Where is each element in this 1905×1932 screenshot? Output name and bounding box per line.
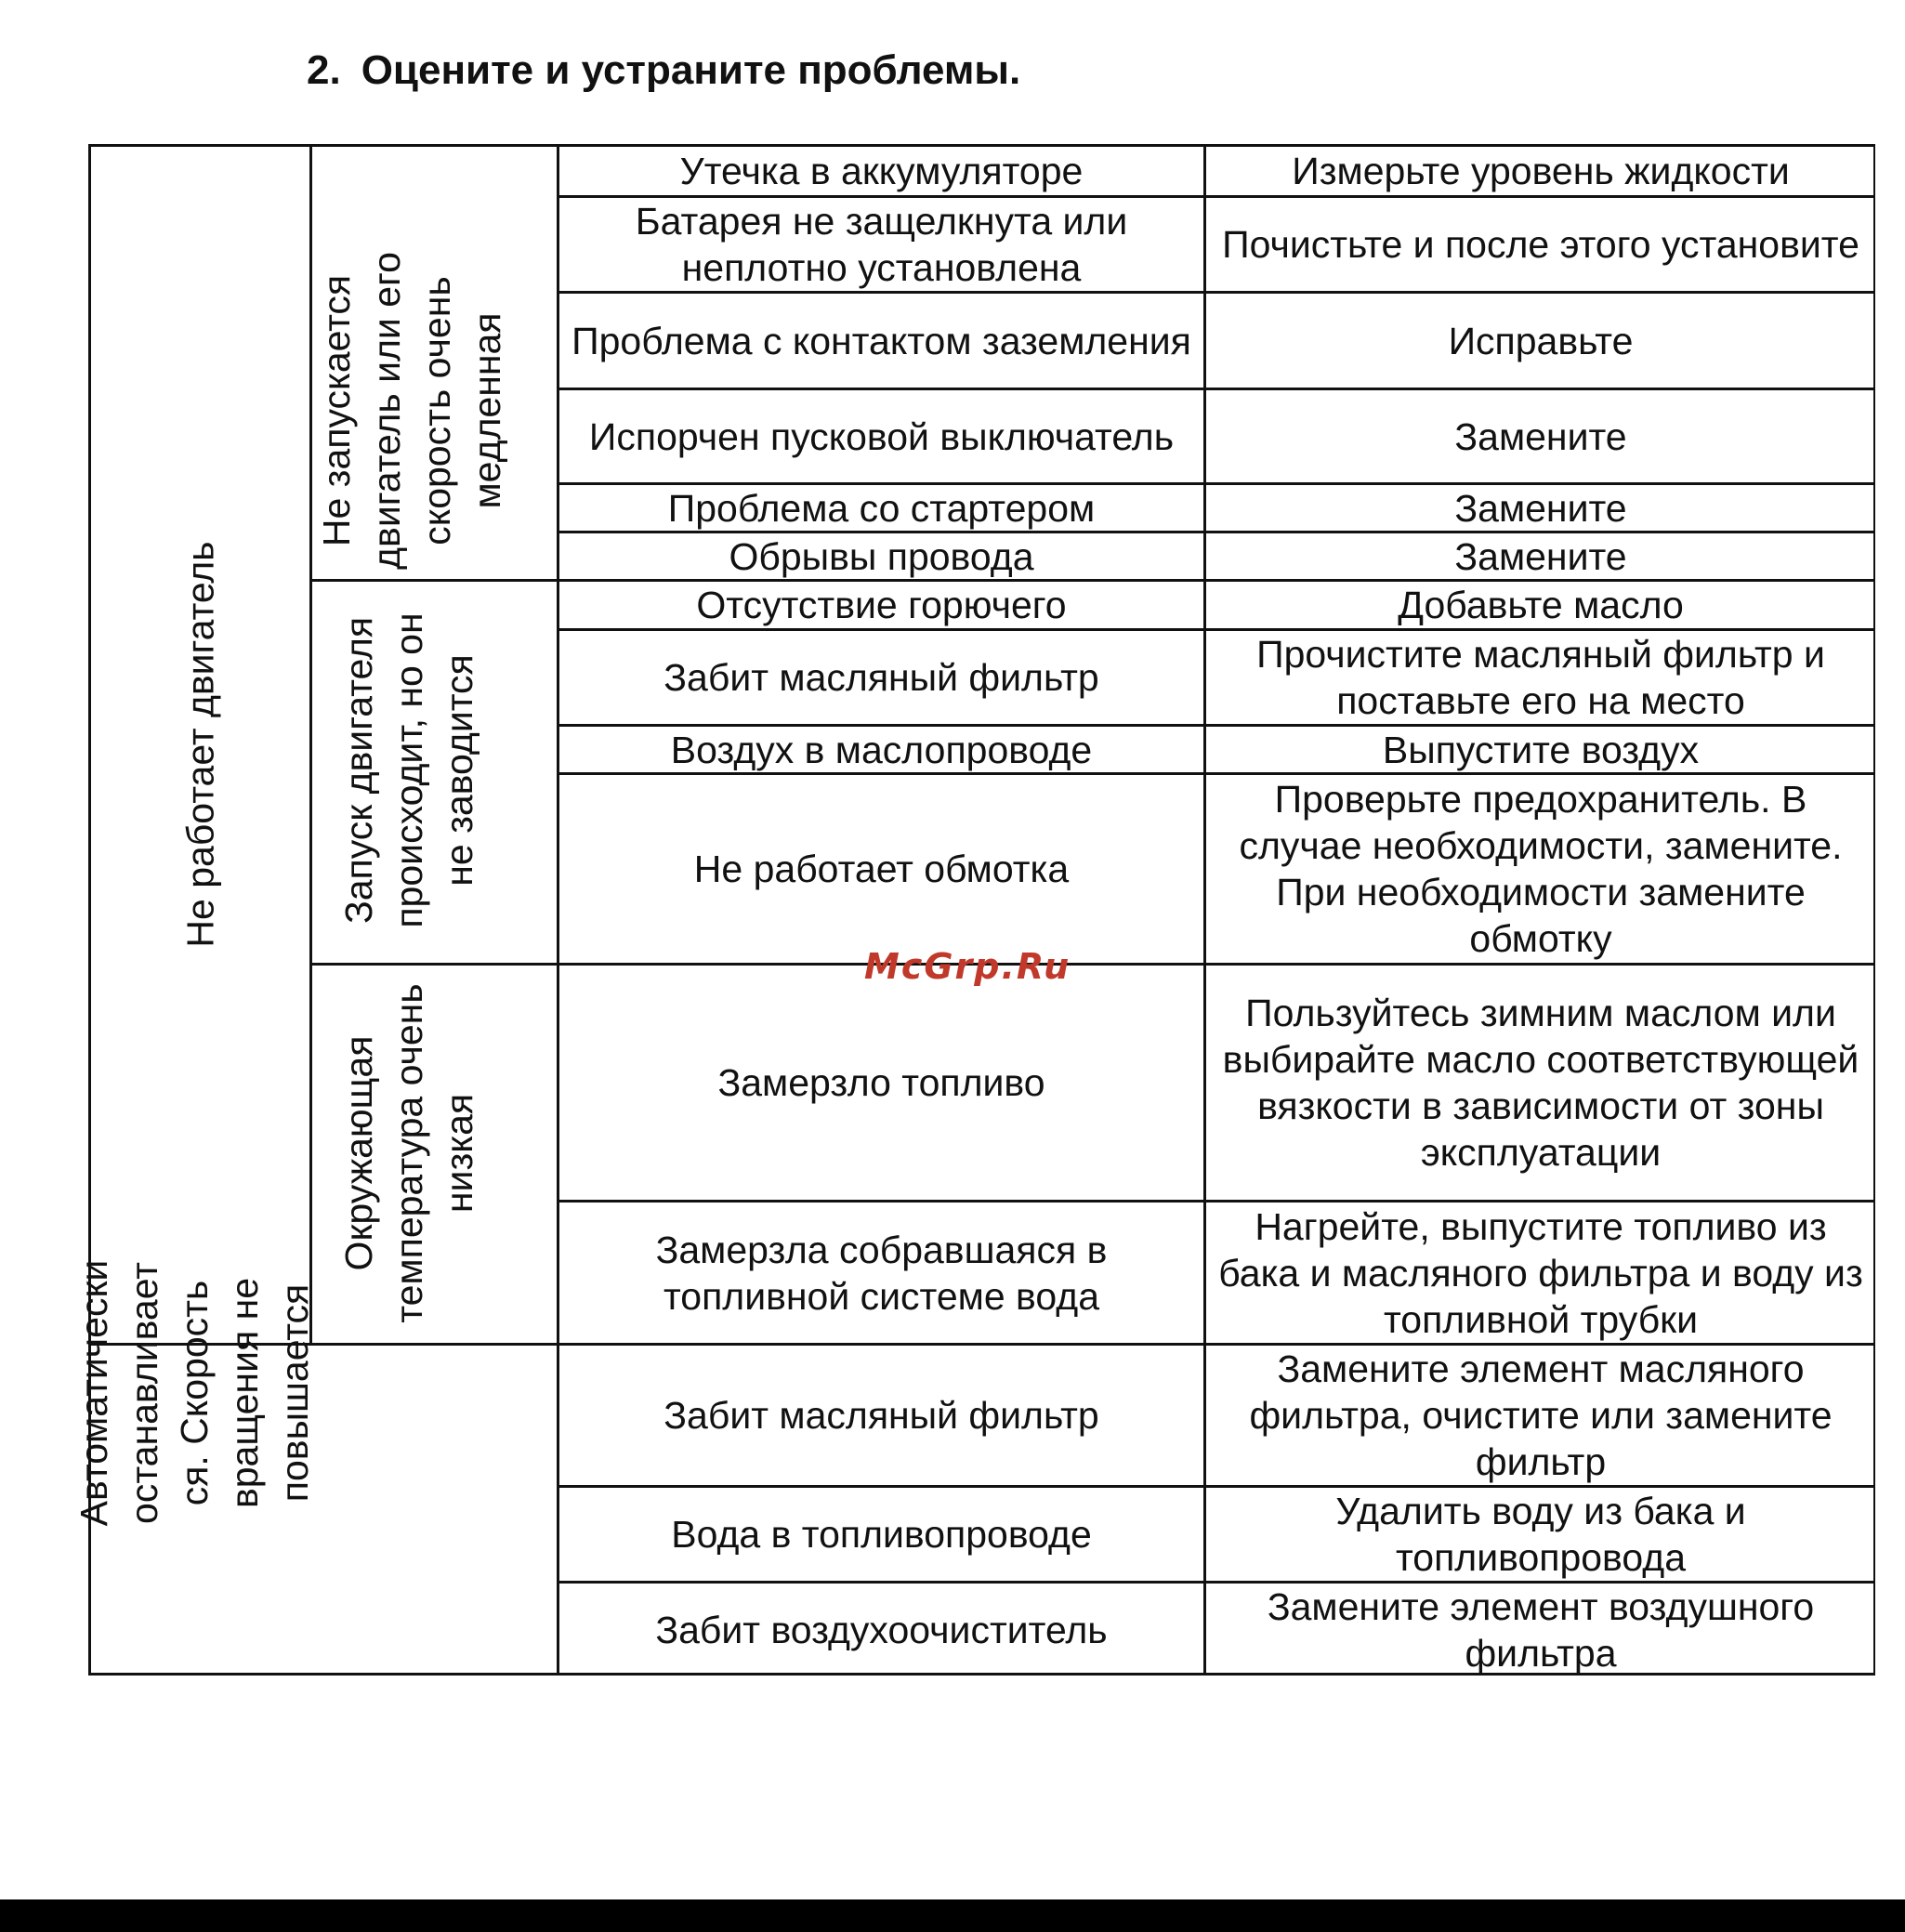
group-label: Не работает двигатель xyxy=(178,541,222,948)
remedy-cell: Замените xyxy=(1454,486,1627,530)
subgroup-label: Запуск двигателя происходит, но он не заводится xyxy=(337,612,480,928)
remedy-cell: Проверьте предохранитель. В случае необходимости, замените. При необходимости замените обмотку xyxy=(1239,778,1843,960)
page-heading xyxy=(307,45,1020,97)
cause-cell: Обрывы провода xyxy=(729,534,1034,578)
remedy-cell: Замените xyxy=(1454,414,1627,458)
remedy-cell: Замените xyxy=(1454,534,1627,578)
remedy-cell: Замените элемент масляного фильтра, очистите или замените фильтр xyxy=(1249,1347,1833,1483)
page-bottom-edge xyxy=(0,1899,1905,1932)
remedy-cell: Измерьте уровень жидкости xyxy=(1292,150,1790,192)
cause-cell: Воздух в маслопроводе xyxy=(670,728,1093,771)
subgroup-label: Не запускается двигатель или его скорость очень медленная xyxy=(315,252,508,570)
cause-cell: Вода в топливопроводе xyxy=(671,1513,1092,1556)
remedy-cell: Добавьте масло xyxy=(1398,584,1684,626)
cause-cell: Замерзла собравшаяся в топливной системе вода xyxy=(655,1228,1108,1318)
remedy-cell: Почистьте и после этого установите xyxy=(1222,223,1859,266)
remedy-cell: Замените элемент воздушного фильтра xyxy=(1267,1584,1815,1675)
cause-cell: Проблема с контактом заземления xyxy=(572,319,1191,362)
cause-cell: Замерзло топливо xyxy=(717,1061,1045,1104)
group-label: Автоматически останавливает ся. Скорость вращения не повышается xyxy=(72,1259,316,1527)
cause-cell: Испорчен пусковой выключатель xyxy=(588,414,1175,458)
remedy-cell: Удалить воду из бака и топливопровода xyxy=(1335,1490,1746,1579)
watermark: McGrp.Ru xyxy=(864,946,1071,987)
remedy-cell: Выпустите воздух xyxy=(1382,728,1700,771)
cause-cell: Батарея не защелкнута или неплотно установлена xyxy=(635,200,1128,289)
heading-text: Оцените и устраните проблемы. xyxy=(361,47,1021,93)
cause-cell: Не работает обмотка xyxy=(693,848,1070,890)
cause-cell: Забит масляный фильтр xyxy=(663,656,1099,699)
remedy-cell: Пользуйтесь зимним маслом или выбирайте масло соответствующей вязкости в зависимости от зоны эксплуатации xyxy=(1222,992,1859,1174)
cause-cell: Проблема со стартером xyxy=(667,486,1096,530)
subgroup-label: Окружающая температура очень низкая xyxy=(337,983,480,1323)
cause-cell: Утечка в аккумуляторе xyxy=(679,150,1084,192)
cause-cell: Отсутствие горючего xyxy=(696,584,1067,626)
remedy-cell: Нагрейте, выпустите топливо из бака и масляного фильтра и воду из топливной трубки xyxy=(1218,1204,1863,1341)
remedy-cell: Исправьте xyxy=(1448,319,1634,362)
troubleshooting-table xyxy=(72,144,1875,1676)
cause-cell: Забит воздухоочиститель xyxy=(655,1608,1108,1651)
heading-number: 2. xyxy=(307,47,341,93)
remedy-cell: Прочистите масляный фильтр и поставьте его на место xyxy=(1256,633,1825,722)
cause-cell: Забит масляный фильтр xyxy=(663,1394,1099,1437)
